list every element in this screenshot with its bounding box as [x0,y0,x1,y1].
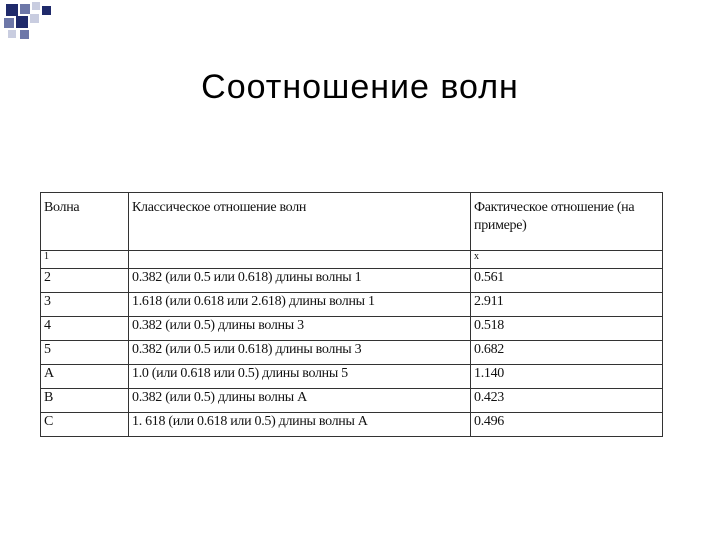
cell-classic [129,251,471,269]
deco-square [16,16,28,28]
corner-decoration [0,0,60,50]
cell-classic: 0.382 (или 0.5 или 0.618) длины волны 1 [129,269,471,293]
table-row [41,317,663,341]
cell-wave: C [41,413,129,437]
deco-square [30,14,39,23]
table-row [41,365,663,389]
deco-square [42,6,51,15]
cell-wave: 5 [41,341,129,365]
cell-classic: 0.382 (или 0.5) длины волны 3 [129,317,471,341]
wave-ratio-table-container [40,192,662,464]
cell-fact: 0.561 [471,269,663,293]
deco-square [6,4,18,16]
table-row [41,389,663,413]
cell-fact: 1.140 [471,365,663,389]
cell-classic: 1. 618 (или 0.618 или 0.5) длины волны А [129,413,471,437]
deco-square [32,2,40,10]
cell-fact: 0.496 [471,413,663,437]
deco-square [20,4,30,14]
cell-wave: A [41,365,129,389]
cell-wave: 1 [41,251,129,269]
cell-fact: 0.518 [471,317,663,341]
deco-square [8,30,16,38]
header-actual-ratio: Фактическое отношение (на примере) [471,193,663,251]
cell-classic: 0.382 (или 0.5) длины волны А [129,389,471,413]
cell-classic: 1.0 (или 0.618 или 0.5) длины волны 5 [129,365,471,389]
cell-wave: B [41,389,129,413]
table-row [41,413,663,437]
table-row [41,251,663,269]
table-row [41,293,663,317]
cell-wave: 2 [41,269,129,293]
deco-square [4,18,14,28]
header-wave: Волна [41,193,129,251]
cell-fact: x [471,251,663,269]
slide-title: Соотношение волн [201,68,519,106]
cell-classic: 0.382 (или 0.5 или 0.618) длины волны 3 [129,341,471,365]
wave-ratio-table [40,192,663,437]
cell-wave: 3 [41,293,129,317]
cell-wave: 4 [41,317,129,341]
cell-fact: 0.423 [471,389,663,413]
cell-fact: 2.911 [471,293,663,317]
cell-fact: 0.682 [471,341,663,365]
deco-square [20,30,29,39]
table-header-row [41,193,663,251]
table-row [41,269,663,293]
cell-classic: 1.618 (или 0.618 или 2.618) длины волны 1 [129,293,471,317]
header-classic-ratio: Классическое отношение волн [129,193,471,251]
table-row [41,341,663,365]
